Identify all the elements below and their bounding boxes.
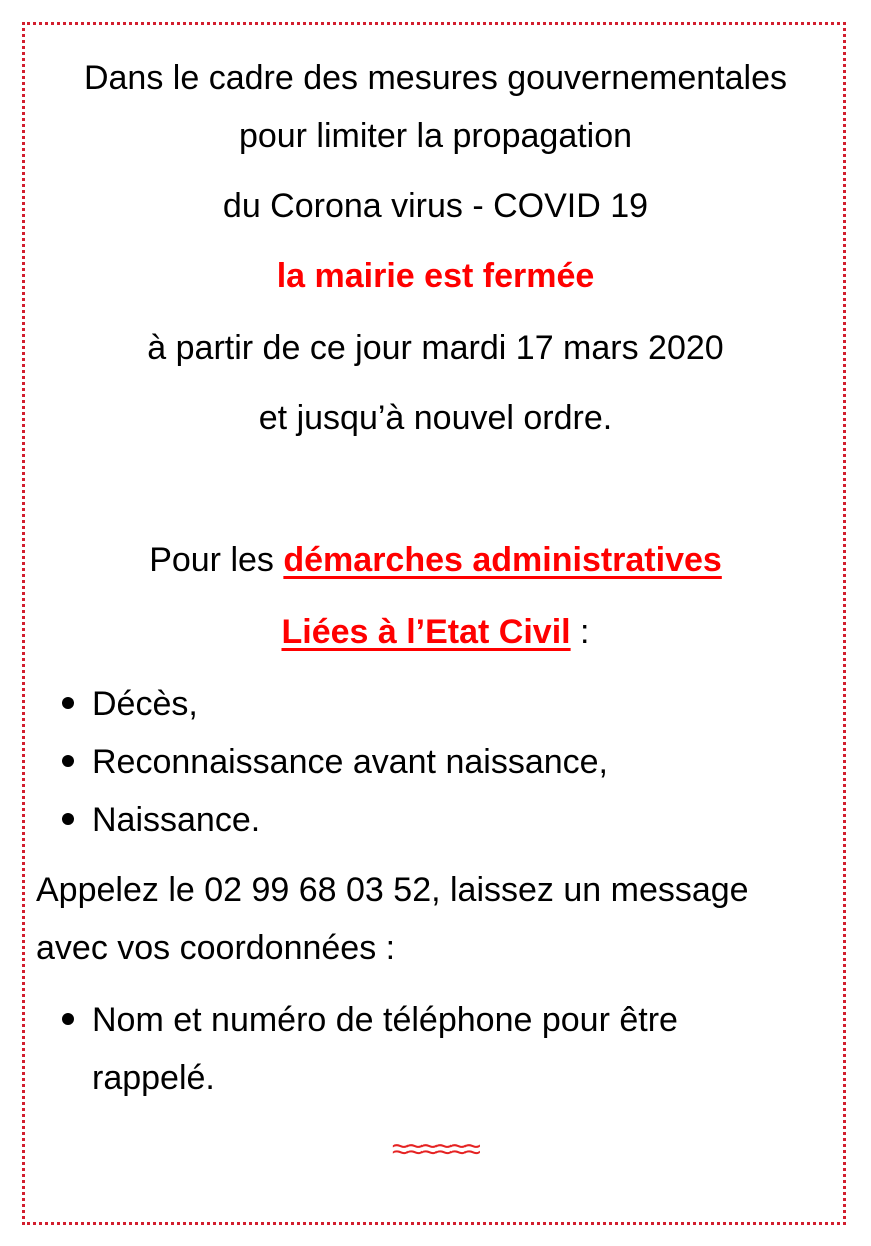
- date-line: à partir de ce jour mardi 17 mars 2020: [147, 329, 724, 367]
- procedures-highlight: démarches administratives: [283, 541, 722, 579]
- list-item-label: Décès,: [92, 685, 198, 723]
- procedures-line: [0, 540, 871, 580]
- intro-line-2: pour limiter la propagation: [238, 117, 633, 155]
- list-item: [62, 1000, 678, 1040]
- list-item: [62, 684, 198, 724]
- civil-status-line: [0, 612, 871, 652]
- list-item: [62, 742, 608, 782]
- intro-line-1: Dans le cadre des mesures gouvernementales: [83, 59, 788, 97]
- call-line-1: Appelez le 02 99 68 03 52, laissez un message: [36, 871, 749, 909]
- list-item-label: Naissance.: [92, 801, 261, 839]
- procedures-prefix: Pour les: [149, 541, 284, 579]
- bullet-icon: [62, 1013, 74, 1025]
- bullet-icon: [62, 697, 74, 709]
- intro-line-3: du Corona virus - COVID 19: [222, 187, 649, 225]
- civil-status-suffix: :: [570, 613, 590, 651]
- until-line: et jusqu’à nouvel ordre.: [258, 399, 613, 437]
- list-item-label: Reconnaissance avant naissance,: [92, 743, 608, 781]
- bullet-icon: [62, 813, 74, 825]
- civil-status-highlight: Liées à l’Etat Civil: [281, 613, 571, 651]
- closure-headline: la mairie est fermée: [276, 257, 595, 295]
- wave-ornament: ≈≈≈≈≈≈: [392, 1133, 479, 1166]
- list-item-label: Nom et numéro de téléphone pour être: [92, 1001, 678, 1039]
- list-item: [62, 800, 260, 840]
- list-item-continuation: rappelé.: [92, 1059, 215, 1097]
- bullet-icon: [62, 755, 74, 767]
- call-line-2: avec vos coordonnées :: [36, 929, 396, 967]
